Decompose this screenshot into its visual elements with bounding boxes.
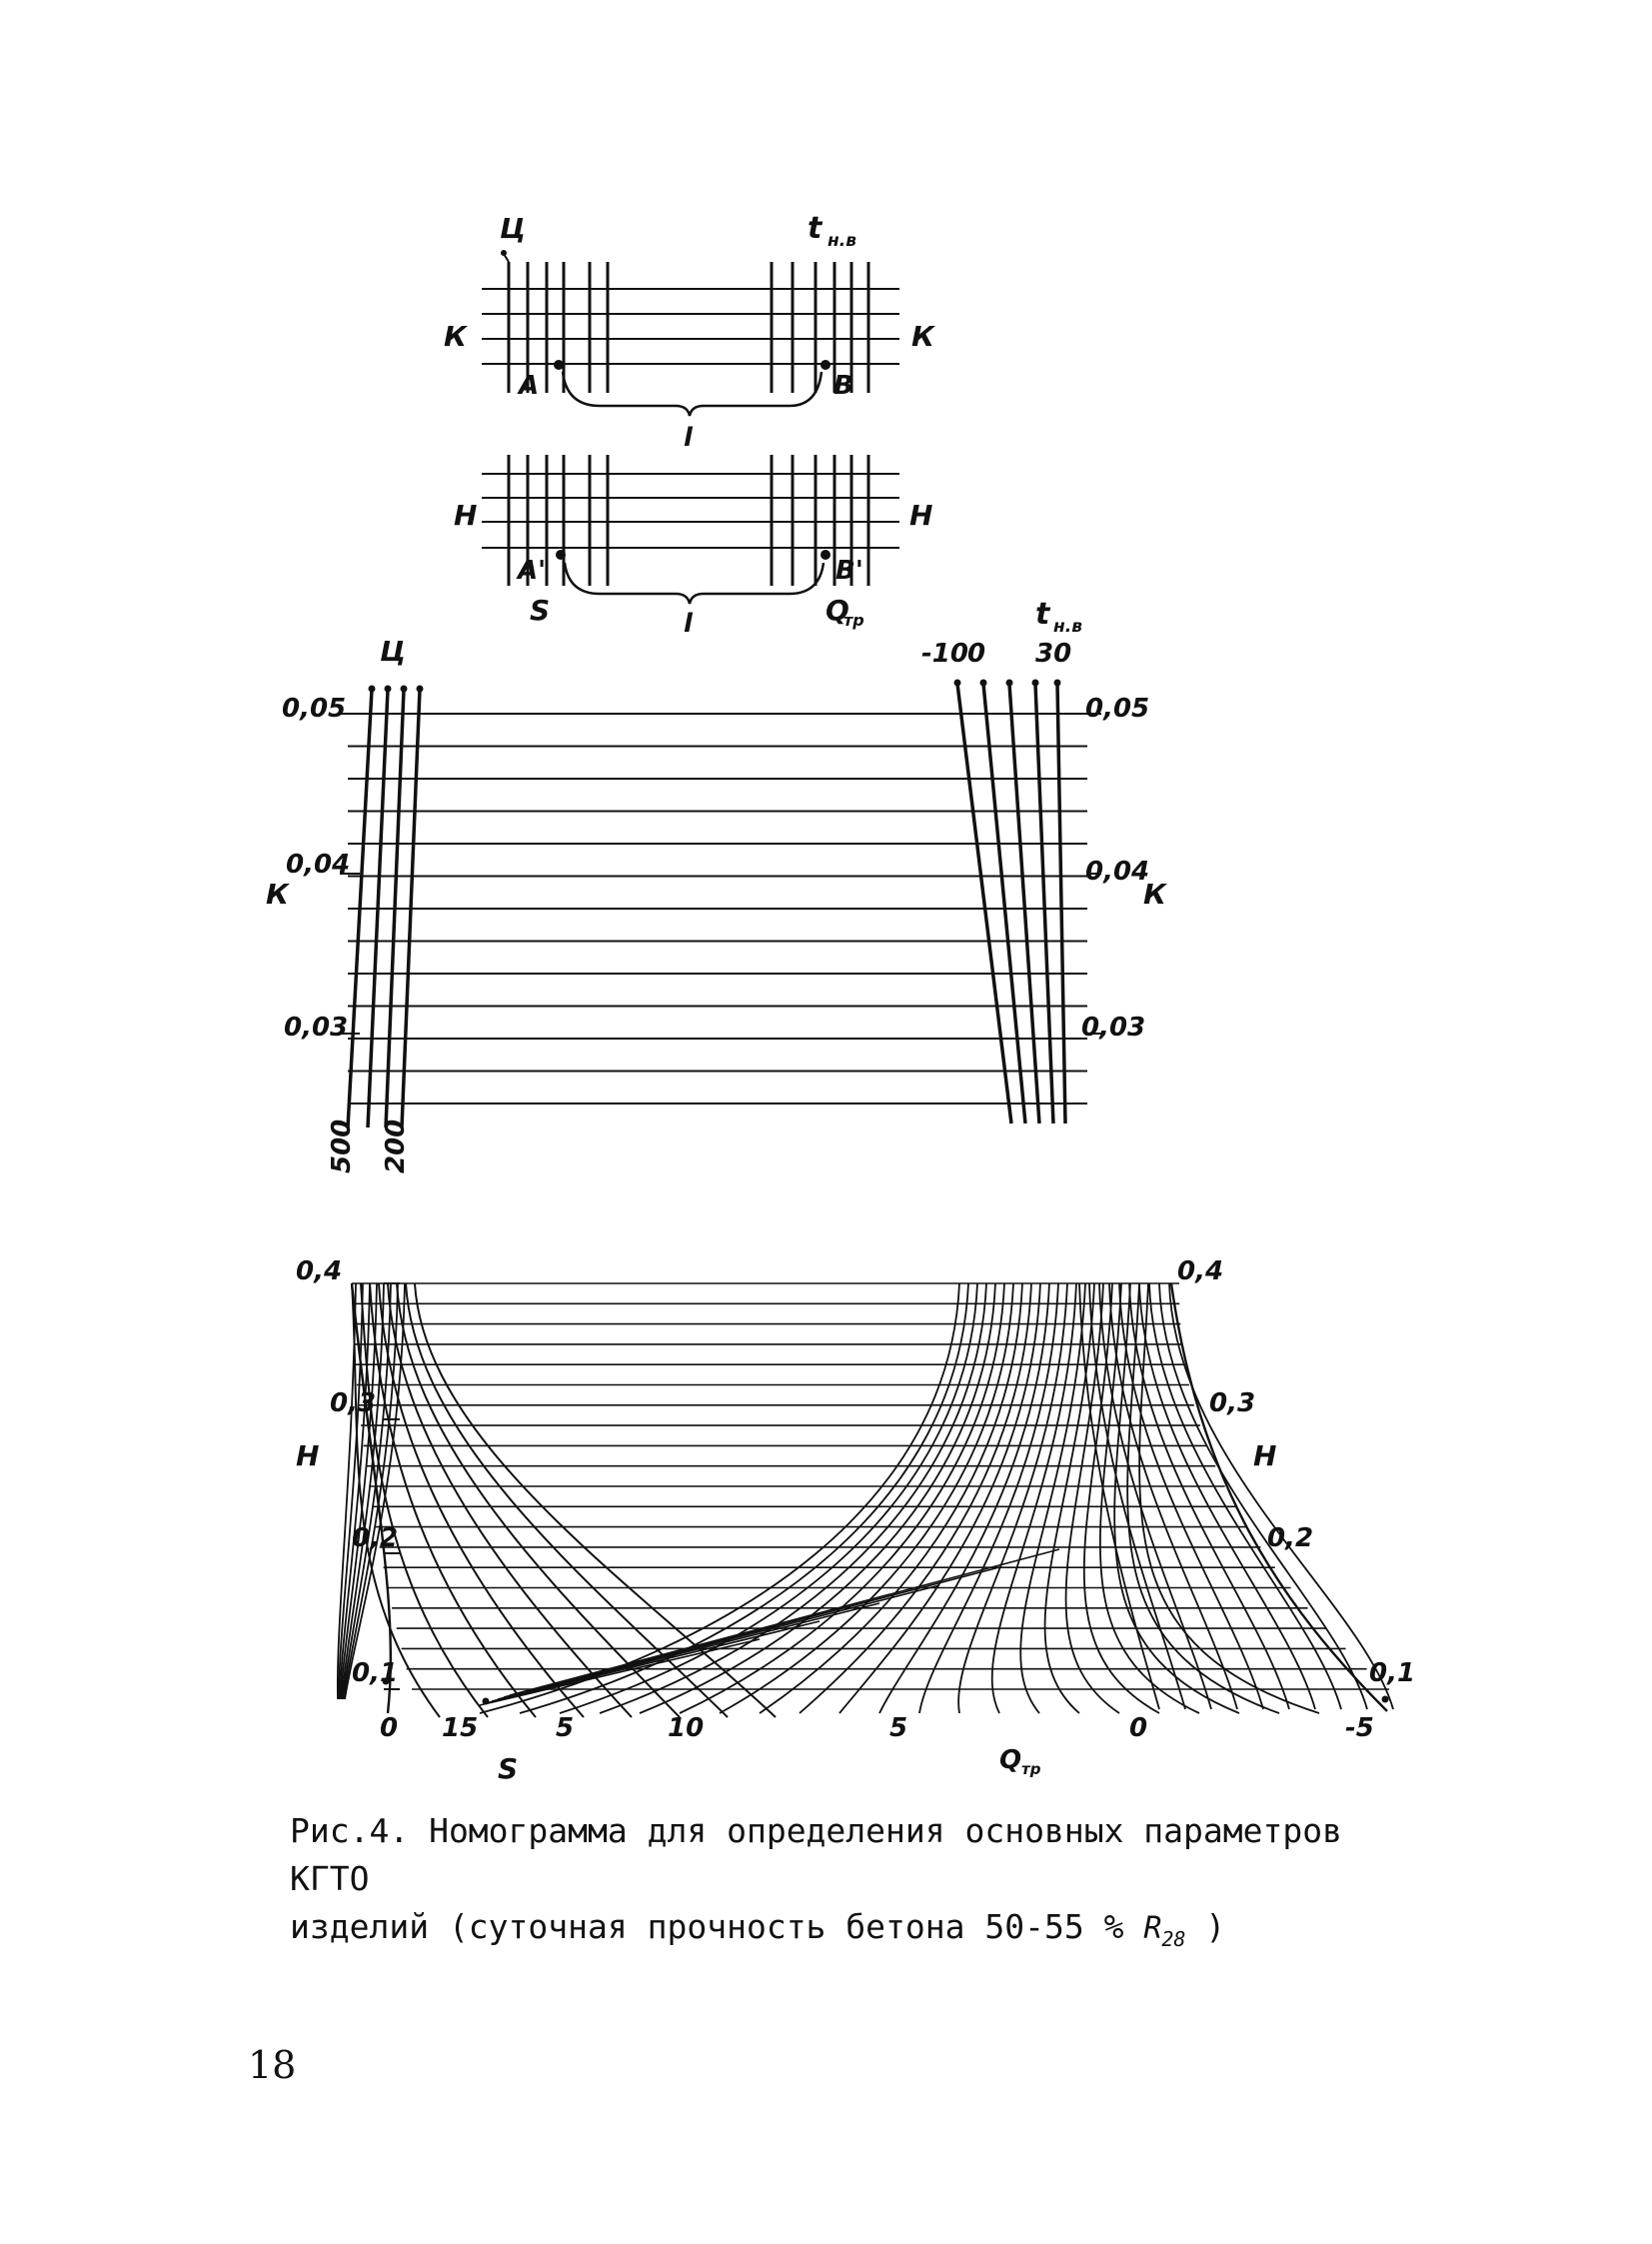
q-tick-0: 0	[1129, 1713, 1148, 1743]
h-axis-label-right: Н	[1253, 1439, 1277, 1472]
schema-top-block	[444, 211, 936, 453]
caption-line-2-end: )	[1185, 1907, 1226, 1946]
k-tick-right-004: 0,04	[1085, 857, 1150, 887]
t-line	[1057, 684, 1065, 1123]
h-tick-left-01: 0,1	[352, 1658, 399, 1688]
k-panel-label-t: t	[1035, 597, 1050, 632]
k-tick-right-003: 0,03	[1081, 1013, 1146, 1043]
h-tick-right-02: 0,2	[1267, 1523, 1314, 1553]
caption-line-1: Рис.4. Номограмма для определения основных параметров КГТО	[290, 1811, 1342, 1898]
point-a-prime-dot	[556, 550, 566, 560]
schema-label-h-right: Н	[909, 499, 933, 532]
k-panel	[266, 597, 1168, 1173]
caption-line-2	[290, 1903, 1439, 1963]
schema-label-s: S	[530, 594, 551, 627]
h-tick-left-04: 0,4	[296, 1256, 343, 1286]
k-panel-c-tick-500: 500	[327, 1119, 357, 1173]
s-curve	[397, 1283, 680, 1717]
schema-label-k-right: К	[911, 320, 934, 353]
schema-label-h-left: Н	[454, 499, 478, 532]
q-right-curve	[1109, 1283, 1237, 1709]
s-tick-15: 15	[442, 1713, 479, 1743]
schema-top-c-point	[501, 250, 507, 256]
k-tick-left-003: 0,03	[284, 1013, 349, 1043]
s-curve	[379, 1283, 584, 1717]
k-axis-label-left: К	[266, 878, 289, 911]
schema-label-t: t	[808, 211, 823, 246]
h-axis-label-left: Н	[296, 1439, 320, 1472]
s-tick-5: 5	[556, 1713, 575, 1743]
point-a-dot	[554, 360, 564, 370]
s-curve	[388, 1283, 632, 1717]
c-line-end-dot	[401, 686, 408, 693]
schema-label-q-sub: тр	[843, 611, 864, 630]
t-line-end-dot	[1006, 680, 1013, 687]
caption-r-subscript: 28	[1161, 1927, 1186, 1951]
k-panel-label-c: Ц	[380, 635, 406, 668]
schema-label-c: Ц	[500, 212, 526, 245]
q-tick-5: 5	[889, 1713, 908, 1743]
schema-label-t-sub: н.в	[827, 231, 856, 251]
schema-point-a-prime: А'	[518, 556, 547, 586]
page-number: 18	[248, 2043, 297, 2087]
schema-point-a: А	[519, 371, 540, 401]
h-tick-right-01: 0,1	[1369, 1658, 1416, 1688]
k-panel-t-tick-30: 30	[1035, 639, 1072, 669]
k-tick-right-005: 0,05	[1085, 694, 1150, 724]
q-tick-minus5: -5	[1345, 1713, 1374, 1743]
q-axis-label-sub: тр	[1021, 1760, 1041, 1778]
schema-span-label-bottom: l	[684, 609, 693, 639]
h-right-bottom-dot	[1382, 1696, 1389, 1703]
q-axis-label: Q	[999, 1745, 1022, 1775]
schema-span-label-top: l	[684, 423, 693, 453]
h-tick-right-03: 0,3	[1209, 1388, 1256, 1418]
s-curve	[415, 1283, 776, 1717]
point-b-prime-dot	[821, 550, 830, 560]
caption-line-2-start: изделий (суточная прочность бетона 50-55 %	[290, 1907, 1144, 1946]
k-tick-left-004: 0,04	[286, 850, 351, 880]
q-tick-10: 10	[668, 1713, 705, 1743]
schema-point-b-prime: В'	[835, 556, 863, 586]
caption-r-letter: R	[1143, 1911, 1162, 1946]
c-line-end-dot	[417, 686, 424, 693]
k-panel-t-tick-0: 0	[967, 639, 986, 669]
h-tick-left-03: 0,3	[330, 1388, 377, 1418]
schema-point-b: В	[833, 371, 853, 401]
c-line-end-dot	[385, 686, 392, 693]
h-tick-right-04: 0,4	[1177, 1256, 1224, 1286]
k-tick-left-005: 0,05	[282, 694, 347, 724]
s-tick-0: 0	[380, 1713, 399, 1743]
figure-caption	[290, 1807, 1439, 1963]
t-line	[1035, 684, 1053, 1123]
schema-bottom-span-brace	[565, 563, 824, 604]
t-line-end-dot	[954, 680, 961, 687]
k-panel-c-tick-200: 200	[381, 1119, 411, 1173]
c-line-end-dot	[369, 686, 376, 693]
k-panel-t-tick-minus10: -10	[921, 639, 968, 669]
h-tick-left-02: 0,2	[352, 1523, 399, 1553]
t-line-end-dot	[1032, 680, 1039, 687]
schema-label-q: Q	[826, 594, 849, 627]
h-panel	[296, 1256, 1415, 1785]
s-bottom-dot	[483, 1698, 490, 1705]
schema-label-k-left: К	[444, 320, 467, 353]
k-axis-label-right: К	[1143, 878, 1166, 911]
t-line	[1009, 684, 1039, 1123]
schema-bottom-block	[454, 455, 932, 639]
k-panel-label-t-sub: н.в	[1053, 617, 1082, 637]
point-b-dot	[821, 360, 830, 370]
schema-top-span-brace	[563, 372, 822, 416]
q-right-curve	[1149, 1283, 1341, 1709]
s-axis-label: S	[498, 1752, 519, 1785]
t-line-end-dot	[980, 680, 987, 687]
t-line-end-dot	[1054, 680, 1061, 687]
